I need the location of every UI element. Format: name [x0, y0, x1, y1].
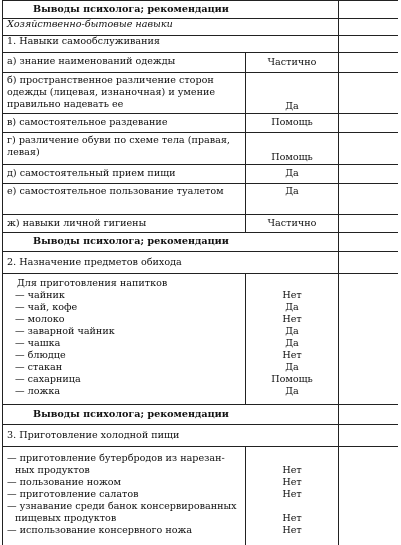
section-italic-title: Хозяйственно-бытовые навыки	[3, 19, 339, 36]
empty-cell	[339, 447, 398, 545]
conclusions-header: Выводы психолога; рекомендации	[3, 1, 339, 19]
table-row	[3, 53, 399, 73]
table-row	[3, 274, 399, 405]
table-row	[3, 73, 399, 114]
empty-cell	[339, 1, 398, 19]
empty-cell	[339, 73, 398, 114]
conclusions-header: Выводы психолога; рекомендации	[3, 405, 339, 425]
empty-cell	[339, 252, 398, 274]
item-value: Да	[246, 165, 339, 184]
item-value: Частично	[246, 53, 339, 73]
item-value: Нет	[282, 489, 302, 500]
item-label: д) самостоятельный прием пищи	[3, 165, 246, 184]
conclusions-header: Выводы психолога; рекомендации	[3, 233, 339, 252]
item-value: Да	[246, 73, 339, 114]
list-item-continuation: ных продуктов	[15, 465, 90, 476]
item-value: Нет	[282, 525, 302, 536]
list-item: — молоко	[15, 314, 65, 325]
empty-cell	[339, 36, 398, 53]
item-label: ж) навыки личной гигиены	[3, 215, 246, 233]
list-item: — чай, кофе	[15, 302, 78, 313]
list-item: — заварной чайник	[15, 326, 115, 337]
list-item: — чайник	[15, 290, 65, 301]
list-item: — ложка	[15, 386, 61, 397]
list-item-continuation: пищевых продуктов	[15, 513, 117, 524]
list-item: — узнавание среди банок консервированных	[7, 501, 237, 512]
item-value: Да	[285, 386, 299, 397]
item-value: Да	[285, 302, 299, 313]
table-row	[3, 447, 399, 545]
table-row	[3, 133, 399, 165]
list-subhead: Для приготовления напитков	[17, 278, 168, 289]
conclusions-header-row	[3, 1, 399, 19]
cold-food-values-list	[246, 447, 339, 545]
section3-title: 3. Приготовление холодной пищи	[3, 425, 339, 447]
list-item: — блюдце	[15, 350, 66, 361]
household-values-list	[246, 274, 339, 405]
section1-title: 1. Навыки самообслуживания	[3, 36, 339, 53]
item-value: Помощь	[271, 374, 313, 385]
item-value: Нет	[282, 314, 302, 325]
item-value: Да	[285, 362, 299, 373]
list-item: — пользование ножом	[7, 477, 122, 488]
empty-cell	[339, 19, 398, 36]
item-label: в) самостоятельное раздевание	[3, 114, 246, 133]
empty-cell	[339, 274, 398, 405]
item-value: Помощь	[246, 133, 339, 165]
household-items-list	[3, 274, 246, 405]
item-value: Да	[285, 326, 299, 337]
list-item: — чашка	[15, 338, 61, 349]
empty-cell	[339, 425, 398, 447]
empty-cell	[339, 184, 398, 215]
list-item: — приготовление салатов	[7, 489, 139, 500]
section-title-row	[3, 36, 399, 53]
section-title-row	[3, 252, 399, 274]
table-row	[3, 184, 399, 215]
empty-cell	[339, 233, 398, 252]
item-value: Частично	[246, 215, 339, 233]
assessment-table	[2, 0, 398, 545]
section-italic-row	[3, 19, 399, 36]
empty-cell	[339, 53, 398, 73]
list-item: — использование консервного ножа	[7, 525, 193, 536]
item-value: Нет	[282, 290, 302, 301]
table-row	[3, 114, 399, 133]
empty-cell	[339, 165, 398, 184]
item-label: а) знание наименований одежды	[3, 53, 246, 73]
item-value: Нет	[282, 465, 302, 476]
empty-cell	[339, 405, 398, 425]
table-row	[3, 165, 399, 184]
conclusions-header-row	[3, 405, 399, 425]
item-value: Помощь	[246, 114, 339, 133]
list-item: — сахарница	[15, 374, 81, 385]
item-value: Нет	[282, 513, 302, 524]
empty-cell	[339, 215, 398, 233]
item-label: б) пространственное различение сторон одежды (лицевая, изнаночная) и умение правильно надевать ее	[3, 73, 246, 114]
cold-food-list	[3, 447, 246, 545]
list-item: — приготовление бутербродов из нарезан-	[7, 453, 225, 464]
item-label: г) различение обуви по схеме тела (правая, левая)	[3, 133, 246, 165]
item-value: Нет	[282, 350, 302, 361]
item-value: Да	[246, 184, 339, 215]
conclusions-header-row	[3, 233, 399, 252]
item-value: Да	[285, 338, 299, 349]
empty-cell	[339, 133, 398, 165]
item-value: Нет	[282, 477, 302, 488]
empty-cell	[339, 114, 398, 133]
psychology-assessment-document	[2, 0, 398, 545]
section2-title: 2. Назначение предметов обихода	[3, 252, 339, 274]
section-title-row	[3, 425, 399, 447]
table-row	[3, 215, 399, 233]
list-item: — стакан	[15, 362, 63, 373]
item-label: е) самостоятельное пользование туалетом	[3, 184, 246, 215]
